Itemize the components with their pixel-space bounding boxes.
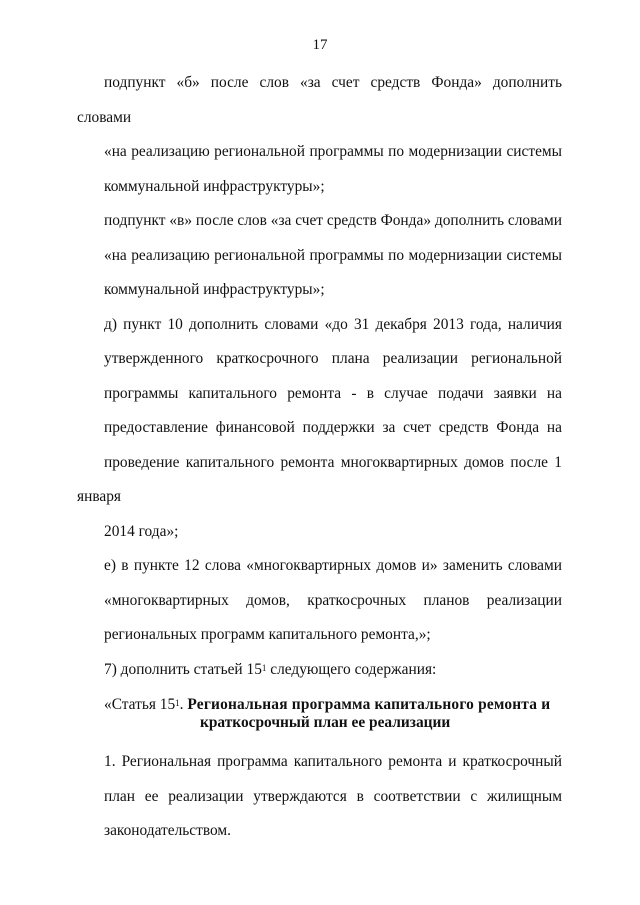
text-line: 2014 года»; (104, 522, 179, 540)
text-line: проведение капитального ремонта многоквартирных домов после 1 января (77, 453, 562, 505)
paragraph-item-e (77, 549, 562, 653)
document-body (77, 66, 562, 849)
paragraph-subclause-v (77, 204, 562, 308)
paragraph-article-item-1 (77, 745, 562, 849)
text-line: «на реализацию региональной программы по модернизации системы (104, 143, 562, 160)
text-fragment: следующего содержания: (266, 660, 437, 678)
text-line: программы капитального ремонта - в случае подачи заявки на (104, 384, 562, 402)
text-line: утвержденного краткосрочного плана реализации региональной (104, 350, 562, 367)
text-line: 1. Региональная программа капитального ремонта и краткосрочный (104, 753, 562, 770)
article-heading-line1 (77, 696, 562, 714)
paragraph-item-7 (77, 653, 562, 688)
paragraph-subclause-b (77, 66, 562, 204)
text-line: подпункт «в» после слов «за счет средств Фонда» дополнить словами (104, 212, 562, 229)
text-line: коммунальной инфраструктуры»; (104, 281, 325, 298)
text-line: «многоквартирных домов, краткосрочных планов реализации (104, 591, 562, 609)
article-heading (77, 687, 562, 745)
text-line: д) пункт 10 дополнить словами «до 31 декабря 2013 года, наличия (104, 315, 562, 333)
text-line: законодательством. (104, 822, 232, 839)
text-line: план ее реализации утверждаются в соответствии с жилищным (104, 787, 562, 805)
text-line: «на реализацию региональной программы по модернизации системы (104, 246, 562, 264)
superscript: 1 (261, 662, 267, 673)
article-lead-dot: . (179, 696, 184, 713)
text-fragment: 7) дополнить статьей 15 (104, 660, 262, 678)
article-title-line2: краткосрочный план ее реализации (200, 714, 451, 731)
text-line: е) в пункте 12 слова «многоквартирных домов и» заменить словами (104, 557, 562, 574)
paragraph-item-d (77, 308, 562, 550)
text-line (77, 653, 562, 688)
superscript: 1 (175, 698, 180, 708)
article-title-line1: Региональная программа капитального ремонта и (187, 696, 551, 713)
text-line: предоставление финансовой поддержки за счет средств Фонда на (104, 419, 562, 436)
article-lead: «Статья 15 (104, 696, 176, 713)
text-line: коммунальной инфраструктуры»; (104, 177, 325, 195)
text-line: подпункт «б» после слов «за счет средств Фонда» дополнить словами (77, 74, 562, 126)
text-line: региональных программ капитального ремонта,»; (104, 626, 431, 643)
page-number: 17 (312, 37, 328, 53)
